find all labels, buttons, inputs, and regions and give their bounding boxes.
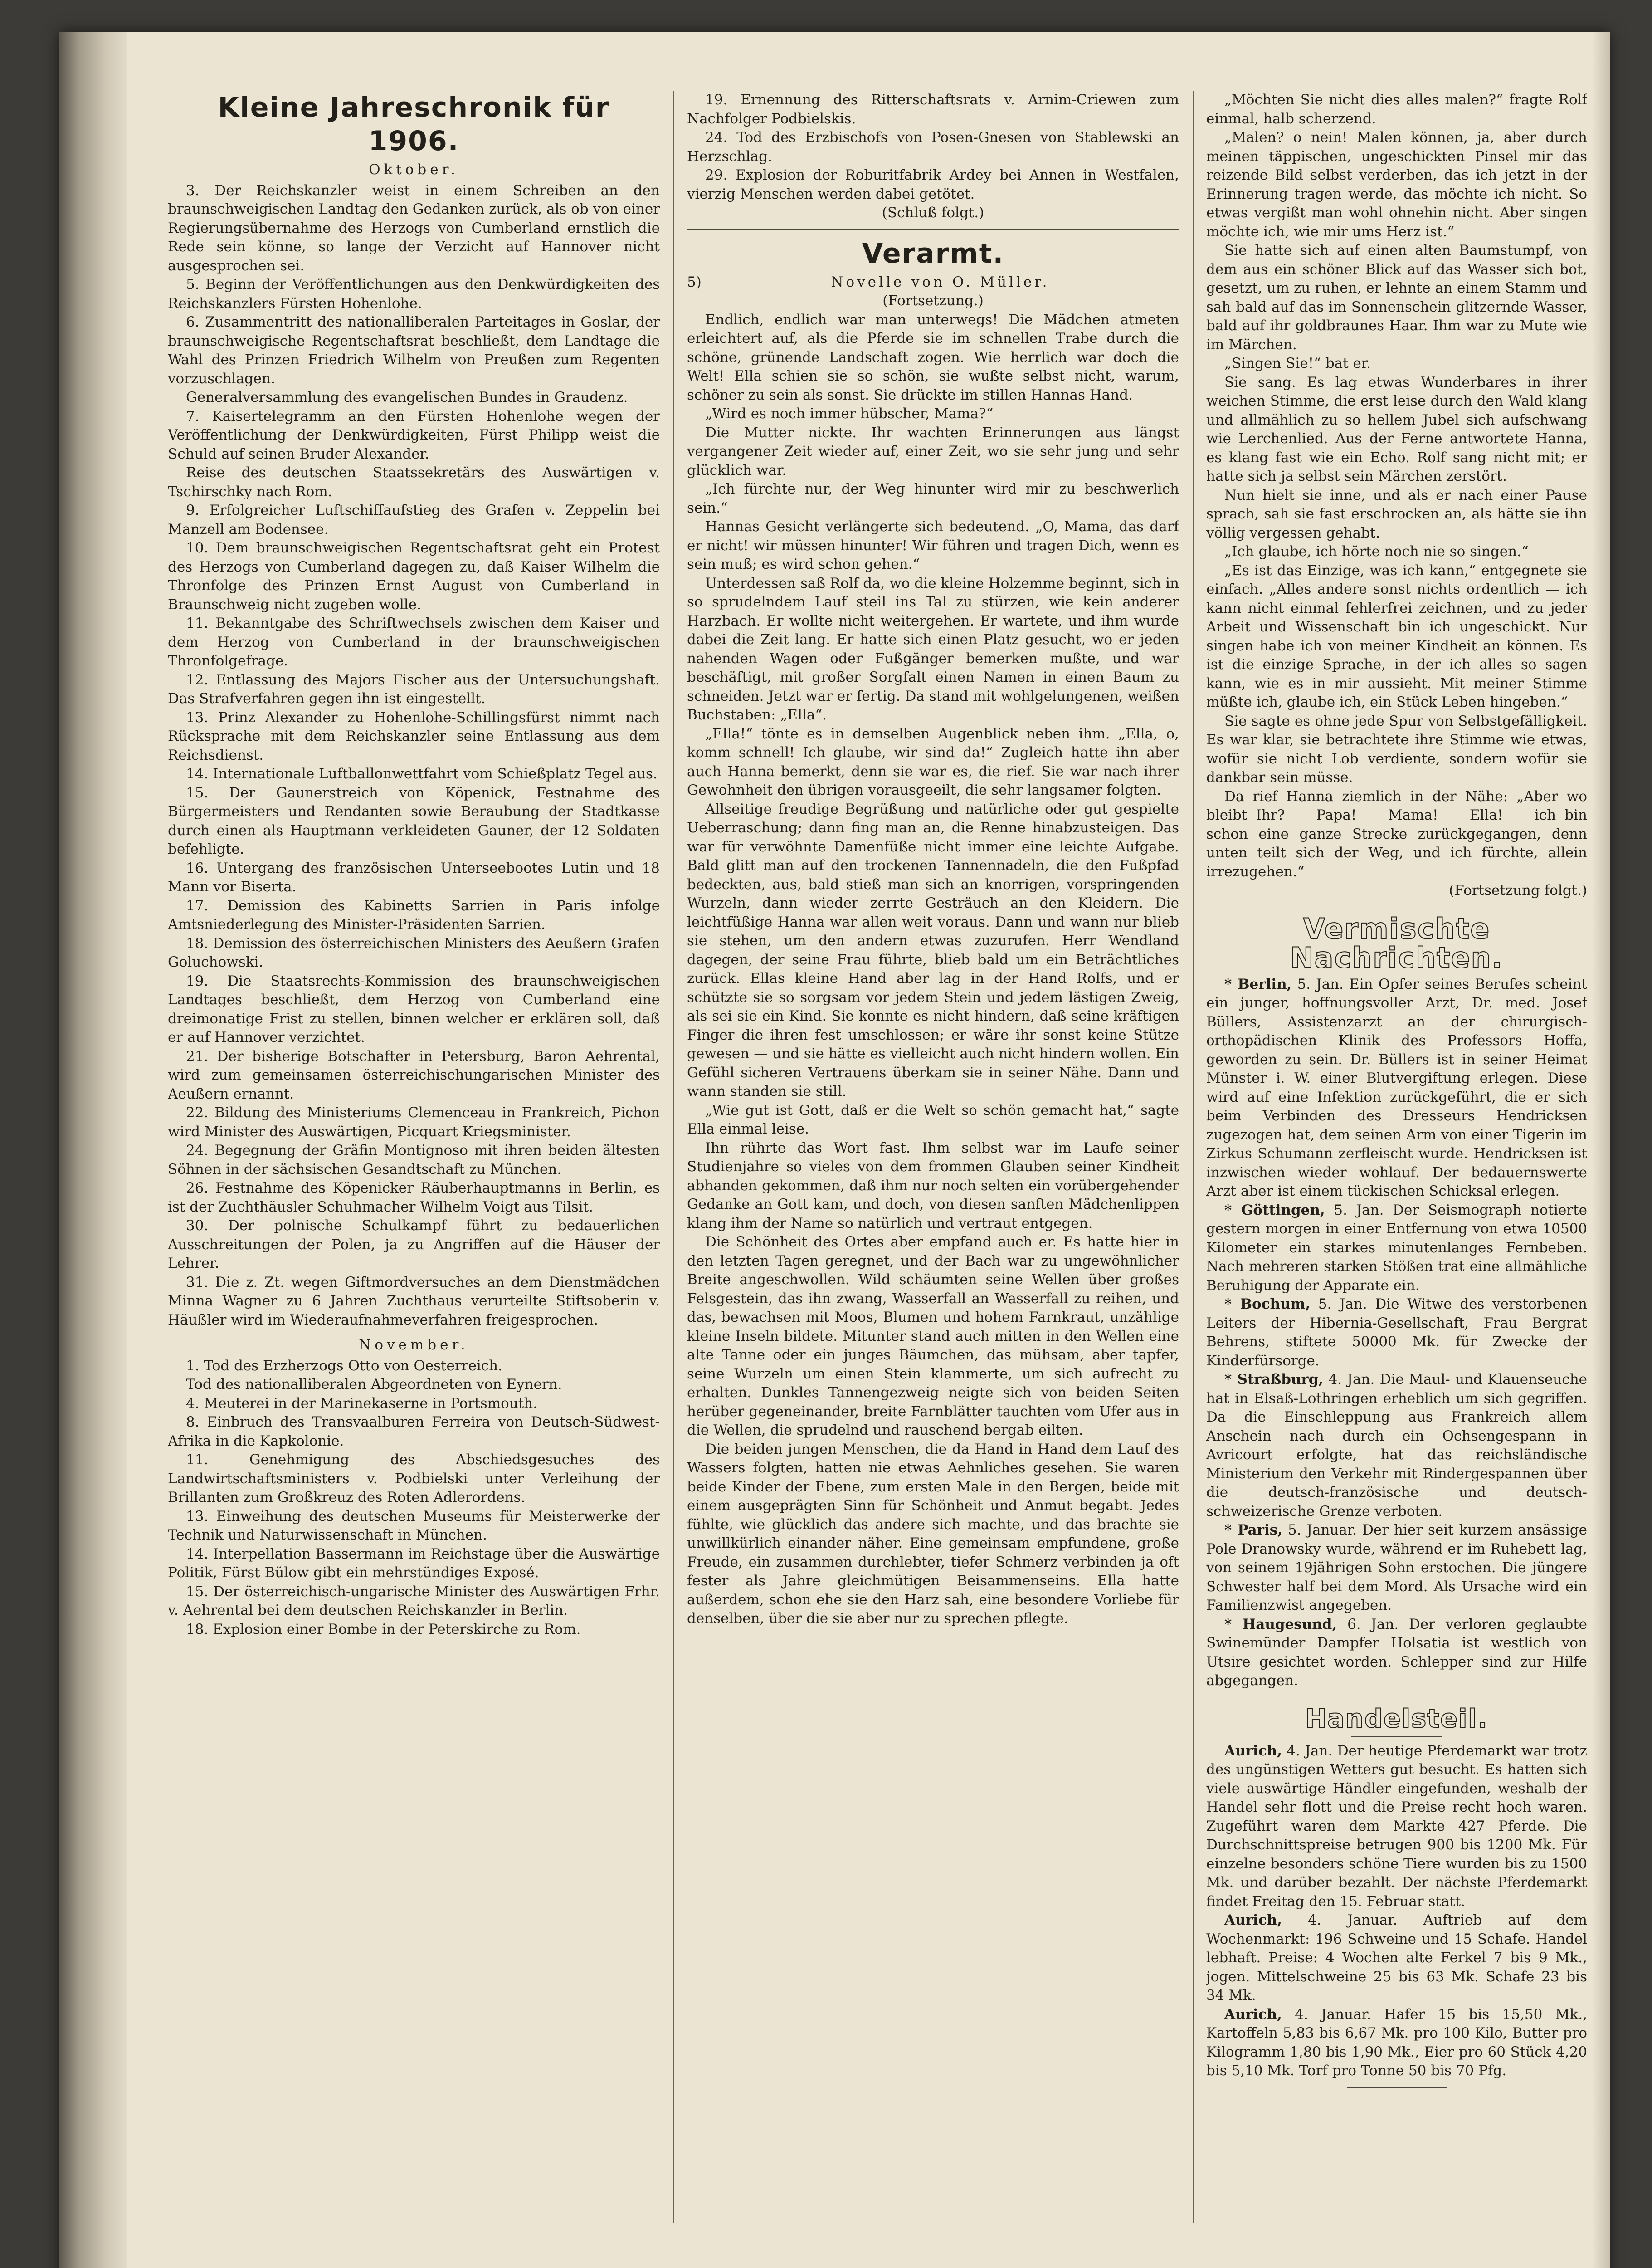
- news-text: 5. Jan. Die Witwe des verstorbenen Leiters der Hibernia-Gesellschaft, Frau Bergrat Behrens, stiftete 50000 Mk. für Zwecke der Kinderfürsorge.: [1206, 1296, 1587, 1369]
- chronik-entry: 9. Erfolgreicher Luftschiffaufstieg des Grafen v. Zeppelin bei Manzell am Bodensee.: [168, 502, 660, 538]
- dateline: * Berlin,: [1224, 976, 1292, 992]
- chronik-entry: 1. Tod des Erzherzogs Otto von Oesterreich.: [186, 1357, 502, 1374]
- chronik-entry: 14. Internationale Luftballonwettfahrt vom Schießplatz Tegel aus.: [186, 766, 658, 782]
- chronik-entry: 12. Entlassung des Majors Fischer aus der Untersuchungshaft. Das Strafverfahren gegen ihn ist eingestellt.: [168, 671, 660, 707]
- end-rule: [1347, 2087, 1447, 2088]
- novel-number: 5): [687, 274, 702, 290]
- chronik-entry: 8. Einbruch des Transvaalburen Ferreira von Deutsch-Südwest-Afrika in die Kapkolonie.: [168, 1414, 660, 1449]
- dateline: Aurich,: [1224, 1912, 1282, 1928]
- market-report: [1206, 1911, 1587, 2005]
- chronik-title: Kleine Jahreschronik für 1906.: [218, 92, 610, 157]
- novel-paragraph: „Wie gut ist Gott, daß er die Welt so schön gemacht hat,“ sagte Ella einmal leise.: [687, 1102, 1179, 1137]
- chronik-entry: Reise des deutschen Staatssekretärs des Auswärtigen v. Tschirschky nach Rom.: [168, 464, 660, 500]
- news-text: 5. Jan. Der Seismograph notierte gestern morgen in einer Entfernung von etwa 10500 Kilometer ein starkes minutenlanges Fernbeben. Nach mehreren starken Stößen trat eine allmähliche Beruhigung der Apparate ein.: [1206, 1202, 1587, 1294]
- vermischte-title: Vermischte Nachrichten.: [1290, 912, 1504, 974]
- chronik-entry: 7. Kaisertelegramm an den Fürsten Hohenlohe wegen der Veröffentlichung der Denkwürdigkeiten, Fürst Philipp weist die Schuld auf seinen Bruder Alexander.: [168, 408, 660, 462]
- novel-byline: Novelle von O. Müller.: [831, 274, 1050, 290]
- news-item: [1206, 1521, 1587, 1615]
- section-divider: [687, 229, 1179, 230]
- news-text: 6. Jan. Der verloren geglaubte Swinemünder Dampfer Holsatia ist westlich von Utsire gesichtet worden. Schlepper sind zur Hilfe abgegangen.: [1206, 1616, 1587, 1689]
- chronik-entry: 11. Bekanntgabe des Schriftwechsels zwischen dem Kaiser und dem Herzog von Cumberland in der braunschweigischen Thronfolgefrage.: [168, 615, 660, 669]
- chronik-entry: 13. Einweihung des deutschen Museums für Meisterwerke der Technik und Naturwissenschaft in München.: [168, 1508, 660, 1543]
- news-text: 5. Jan. Ein Opfer seines Berufes scheint ein junger, hoffnungsvoller Arzt, Dr. med. Josef Büllers, Assistenzarzt an der chirurgisch-orthopädischen Klinik des Professors Hoffa, geworden zu sein. Dr. Büllers ist in seiner Heimat Münster i. W. einer Blutvergiftung erlegen. Diese wird auf eine Infektion zurückgeführt, die er sich beim Verbinden des Dresseurs Hendricksen zugezogen hat, dem seinen Arm von einer Tigerin im Zirkus Schumann zerfleischt wurde. Hendricksen ist inzwischen wieder wohlauf. Der bedauernswerte Arzt aber ist einem tückischen Schicksal erlegen.: [1206, 976, 1587, 1199]
- dateline: * Straßburg,: [1224, 1371, 1324, 1388]
- chronik-entry: 15. Der Gaunerstreich von Köpenick, Festnahme des Bürgermeisters und Rendanten sowie Beraubung der Stadtkasse durch einen als Hauptmann verkleideten Gauner, der 12 Soldaten befehligte.: [168, 784, 660, 857]
- column-2: [687, 91, 1179, 2223]
- column-3: [1206, 91, 1587, 2223]
- chronik-entry: 31. Die z. Zt. wegen Giftmordversuches an dem Dienstmädchen Minna Wagner zu 6 Jahren Zuchthaus verurteilte Stiftsoberin v. Häußler wird im Wiederaufnahmeverfahren freigesprochen.: [168, 1274, 660, 1328]
- chronik-entry: 15. Der österreichisch-ungarische Minister des Auswärtigen Frhr. v. Aehrental bei dem deutschen Reichskanzler in Berlin.: [168, 1583, 660, 1618]
- dateline: * Haugesund,: [1224, 1616, 1337, 1633]
- chronik-entry: 17. Demission des Kabinetts Sarrien in Paris infolge Amtsniederlegung des Minister-Präsidenten Sarrien.: [168, 897, 660, 933]
- news-item: [1206, 1295, 1587, 1370]
- chronik-continuation-list: [687, 91, 1179, 204]
- news-text: 4. Januar. Auftrieb auf dem Wochenmarkt: 196 Schweine und 15 Schafe. Handel lebhaft. Preise: 4 Wochen alte Ferkel 7 bis 9 Mk., jogen. Mittelschweine 25 bis 63 Mk. Schafe 23 bis 34 Mk.: [1206, 1912, 1587, 2004]
- chronik-entry: 21. Der bisherige Botschafter in Petersburg, Baron Aehrental, wird zum gemeinsamen österreichischungarischen Minister des Aeußern ernannt.: [168, 1048, 660, 1102]
- novel-paragraph: „Wird es noch immer hübscher, Mama?“: [705, 406, 994, 422]
- dateline: Aurich,: [1224, 2006, 1282, 2023]
- novel-paragraph: Die Mutter nickte. Ihr wachten Erinnerungen aus längst vergangener Zeit wieder auf, einer Zeit, wo sie sehr jung und sehr glücklich war.: [687, 424, 1179, 479]
- novel-text: [687, 311, 1179, 1628]
- title-underline: [1351, 1736, 1442, 1737]
- novel-continued-note: (Fortsetzung folgt.): [1449, 882, 1587, 899]
- column-rule: [673, 91, 674, 2223]
- news-item: [1206, 1201, 1587, 1295]
- chronik-entry: 10. Dem braunschweigischen Regentschaftsrat geht ein Protest des Herzogs von Cumberland dagegen zu, daß Kaiser Wilhelm die Thronfolge des Prinzen Ernst August von Cumberland in Braunschweig nicht zugeben wolle.: [168, 540, 660, 613]
- chronik-entry: 19. Die Staatsrechts-Kommission des braunschweigischen Landtages beschließt, dem Herzog von Cumberland eine dreimonatige Frist zu stellen, binnen welcher er erklären soll, daß er auf Hannover verzichtet.: [168, 973, 660, 1046]
- novel-paragraph: „Ich glaube, ich hörte noch nie so singen.“: [1224, 543, 1529, 560]
- market-report: [1206, 1742, 1587, 1911]
- newspaper-page: [59, 32, 1610, 2268]
- dateline: Aurich,: [1224, 1742, 1282, 1759]
- chronik-entry: 4. Meuterei in der Marinekaserne in Portsmouth.: [186, 1395, 538, 1412]
- chronik-entry: 24. Begegnung der Gräfin Montignoso mit ihren beiden ältesten Söhnen in der sächsischen Gesandtschaft zu München.: [168, 1142, 660, 1178]
- novel-paragraph: „Möchten Sie nicht dies alles malen?“ fragte Rolf einmal, halb scherzend.: [1206, 92, 1587, 127]
- chronik-entry: 24. Tod des Erzbischofs von Posen-Gnesen von Stablewski an Herzschlag.: [687, 129, 1179, 165]
- news-item: [1206, 1615, 1587, 1691]
- chronik-entry: 13. Prinz Alexander zu Hohenlohe-Schillingsfürst nimmt nach Rücksprache mit dem Reichskanzler seine Entlassung aus dem Reichsdienst.: [168, 709, 660, 763]
- chronik-entry: 16. Untergang des französischen Unterseebootes Lutin und 18 Mann vor Biserta.: [168, 860, 660, 895]
- novel-paragraph: Hannas Gesicht verlängerte sich bedeutend. „O, Mama, das darf er nicht! wir müssen hinunter! Wir führen und tragen Dich, wenn es sein muß; es wird schon gehen.“: [687, 518, 1179, 572]
- news-text: 4. Jan. Der heutige Pferdemarkt war trotz des ungünstigen Wetters gut besucht. Es hatten sich viele auswärtige Händler eingefunden, weshalb der Handel sehr flott und die Preise recht hoch waren. Zugeführt waren dem Markte 427 Pferde. Die Durchschnittspreise betrugen 900 bis 1200 Mk. Für einzelne besonders schöne Tiere wurden bis zu 1500 Mk. und darüber bezahlt. Der nächste Pferdemarkt findet Freitag den 15. Februar statt.: [1206, 1742, 1587, 1910]
- news-text: 5. Januar. Der hier seit kurzem ansässige Pole Dranowsky wurde, während er im Ruhebett lag, von seinem 19jährigen Sohn erstochen. Die jüngere Schwester half bei dem Mord. Als Ursache wird ein Familienzwist angegeben.: [1206, 1522, 1587, 1613]
- news-text: 4. Jan. Die Maul- und Klauenseuche hat in Elsaß-Lothringen erheblich um sich gegriffen. Da die Einschleppung aus Frankreich allem Anschein nach durch ein Ochsengespann in Avricourt erfolgte, hat das reichsländische Ministerium den Verkehr mit Rindergespannen über die deutsch-französische und deutsch-schweizerische Grenze verboten.: [1206, 1371, 1587, 1520]
- chronik-entry: 14. Interpellation Bassermann im Reichstage über die Auswärtige Politik, Fürst Bülow gibt ein mehrstündiges Exposé.: [168, 1545, 660, 1581]
- chronik-entry: Generalversammlung des evangelischen Bundes in Graudenz.: [186, 389, 628, 406]
- dateline: * Paris,: [1224, 1522, 1283, 1538]
- novel-text-continued: [1206, 91, 1587, 881]
- news-item: [1206, 975, 1587, 1201]
- novel-continuation-note: (Fortsetzung.): [882, 293, 984, 309]
- chronik-entry: 5. Beginn der Veröffentlichungen aus den Denkwürdigkeiten des Reichskanzlers Fürsten Hohenlohe.: [168, 276, 660, 312]
- novel-paragraph: Allseitige freudige Begrüßung und natürliche oder gut gespielte Ueberraschung; dann fing man an, die Renne hinabzusteigen. Das war für verwöhnte Damenfüße nicht immer eine leichte Aufgabe. Bald glitt man auf den trockenen Tannennadeln, die den Fußpfad bedeckten, aus, bald stieß man sich an knorrigen, vorspringenden Wurzeln, dann wieder zerrte Gesträuch an den Kleidern. Die leichtfüßige Hanna war allen weit voraus. Dann und wann nur blieb sie stehen, um den andern etwas zuzurufen. Herr Wendland dagegen, der seine Frau führte, blieb bald um ein Beträchtliches zurück. Ellas kleine Hand aber lag in der Hand Rolfs, und er schützte sie so sorgsam vor jedem Stein und jedem lästigen Zweig, als sei sie ein Kind. Sie konnte es nicht hindern, daß seine kräftigen Finger die ihren fest umschlossen; er wäre ihr sonst keine Stütze gewesen — und sie hätte es vielleicht auch nicht hindern wollen. Ein Gefühl sicheren Vertrauens überkam sie in seiner Nähe. Dann und wann standen sie still.: [687, 801, 1179, 1100]
- dateline: * Göttingen,: [1224, 1202, 1325, 1218]
- chronik-entry: Tod des nationalliberalen Abgeordneten von Eynern.: [186, 1376, 562, 1393]
- column-1: [168, 91, 660, 2223]
- chronik-entry: 26. Festnahme des Köpenicker Räuberhauptmanns in Berlin, es ist der Zuchthäusler Schuhmacher Wilhelm Voigt aus Tilsit.: [168, 1180, 660, 1215]
- dateline: * Bochum,: [1224, 1296, 1311, 1312]
- novel-byline-row: [687, 273, 1179, 292]
- novel-title: Verarmt.: [862, 237, 1004, 269]
- novel-paragraph: Die beiden jungen Menschen, die da Hand in Hand dem Lauf des Wassers folgten, hatten nie etwas Aehnliches gesehen. Sie waren beide Kinder der Ebene, zum ersten Male in den Bergen, beide mit einem ausgeprägten Sinn für Schönheit und Anmut begabt. Jedes fühlte, wie glücklich das andere sich machte, und das brachte sie unwillkürlich einander näher. Eine gemeinsam empfundene, große Freude, ein zusammen durchlebter, tiefer Schmerz verbinden ja oft fester als Jahre gleichmütigen Beisammenseins. Ella hatte außerdem, schon ehe sie den Harz sah, eine besondere Vorliebe für denselben, über die sie aber nur zu sprechen pflegte.: [687, 1441, 1179, 1627]
- oktober-list: [168, 181, 660, 1330]
- november-list: [168, 1357, 660, 1639]
- news-item: [1206, 1370, 1587, 1521]
- novel-paragraph: Nun hielt sie inne, und als er nach einer Pause sprach, sah sie fast erschrocken an, als hätte sie ihn völlig vergessen gehabt.: [1206, 487, 1587, 541]
- chronik-entry: 22. Bildung des Ministeriums Clemenceau in Frankreich, Pichon wird Minister des Auswärtigen, Picquart Kriegsminister.: [168, 1105, 660, 1140]
- market-report: [1206, 2005, 1587, 2081]
- chronik-entry: 18. Demission des österreichischen Ministers des Aeußern Grafen Goluchowski.: [168, 935, 660, 970]
- chronik-entry: 3. Der Reichskanzler weist in einem Schreiben an den braunschweigischen Landtag den Gedanken zurück, als ob von einer Regierungsübernahme des Herzogs von Cumberland ernstlich die Rede sein könne, so lange der Verzicht auf Hannover nicht ausgesprochen sei.: [168, 182, 660, 274]
- novel-paragraph: Endlich, endlich war man unterwegs! Die Mädchen atmeten erleichtert auf, als die Pferde sie im schnellen Trabe durch die schöne, grünende Landschaft zogen. Wie herrlich war doch die Welt! Ella schien sie so schön, sie wußte selbst nicht, warum, schöner zu sein als sonst. Sie drückte im stillen Hannas Hand.: [687, 311, 1179, 403]
- section-divider: [1206, 907, 1587, 908]
- news-text: 4. Januar. Hafer 15 bis 15,50 Mk., Kartoffeln 5,83 bis 6,67 Mk. pro 100 Kilo, Butter pro Kilogramm 1,80 bis 1,90 Mk., Eier pro 60 Stück 4,20 bis 5,10 Mk. Torf pro Tonne 50 bis 70 Pfg.: [1206, 2006, 1587, 2079]
- month-heading-november: November.: [359, 1337, 469, 1353]
- novel-paragraph: Sie sagte es ohne jede Spur von Selbstgefälligkeit. Es war klar, sie betrachtete ihre Stimme wie etwas, wofür sie nicht Lob verdiente, sondern wofür sie dankbar sein müsse.: [1206, 713, 1587, 786]
- section-divider: [1206, 1697, 1587, 1698]
- novel-paragraph: Unterdessen saß Rolf da, wo die kleine Holzemme beginnt, sich in so sprudelndem Lauf steil ins Tal zu stürzen, wie kein anderer Harzbach. Er wollte nicht weitergehen. Er wartete, und ihm wurde dabei die Zeit lang. Er hatte sich einen Platz gesucht, wo er jeden nahenden Wagen oder Fußgänger bemerken mußte, und war beschäftigt, mit großer Sorgfalt einen Namen in einen Baum zu schneiden. Jetzt war er fertig. Da stand mit wohlgelungenen, weißen Buchstaben: „Ella“.: [687, 575, 1179, 723]
- novel-paragraph: Da rief Hanna ziemlich in der Nähe: „Aber wo bleibt Ihr? — Papa! — Mama! — Ella! — ich bin schon eine ganze Strecke zurückgegangen, denn unten teilt sich der Weg, und ich fürchte, allein irrezugehen.“: [1206, 788, 1587, 880]
- chronik-entry: 29. Explosion der Roburitfabrik Ardey bei Annen in Westfalen, vierzig Menschen werden dabei getötet.: [687, 167, 1179, 202]
- page-edge: [1592, 32, 1610, 2268]
- chronik-entry: 6. Zusammentritt des nationalliberalen Parteitages in Goslar, der braunschweigische Regentschaftsrat beschließt, dem Landtage die Wahl des Prinzen Friedrich Wilhelm von Preußen zum Regenten vorzuschlagen.: [168, 314, 660, 387]
- novel-paragraph: Sie sang. Es lag etwas Wunderbares in ihrer weichen Stimme, die erst leise durch den Wald klang und allmählich zu so hellem Jubel sich aufschwang wie Lerchenlied. Aus der Ferne antwortete Hanna, es klang fast wie ein Echo. Rolf sang nicht mit; er hatte sich ja selbst sein Märchen zerstört.: [1206, 374, 1587, 484]
- novel-paragraph: „Singen Sie!“ bat er.: [1224, 355, 1371, 371]
- novel-paragraph: Ihn rührte das Wort fast. Ihm selbst war im Laufe seiner Studienjahre so vieles von dem frommen Glauben seiner Kindheit abhanden gekommen, daß ihm nur noch selten ein vorübergehender Gedanke an Gott kam, und doch, von diesen sanften Mädchenlippen klang ihm der Name so natürlich und vertraut entgegen.: [687, 1139, 1179, 1232]
- novel-paragraph: Die Schönheit des Ortes aber empfand auch er. Es hatte hier in den letzten Tagen geregnet, und der Bach war zu ungewöhnlicher Breite angeschwollen. Wild schäumten seine Wellen über großes Felsgestein, das ihn zwang, Wasserfall an Wasserfall zu reihen, und das, bewachsen mit Moos, Blumen und hohem Farnkraut, unzählige kleine Inseln bildete. Mitunter stand auch mitten in den Wellen eine alte Tanne oder ein junges Bäumchen, das mühsam, aber tapfer, seine Wurzeln um einen Stein klammerte, um sich aufrecht zu erhalten. Dunkles Tannengezweig neigte sich von beiden Seiten herüber gegeneinander, breite Farnblätter tauchten vom Ufer aus in die Wellen, die sprudelnd und rauschend bergab eilten.: [687, 1234, 1179, 1438]
- chronik-entry: 11. Genehmigung des Abschiedsgesuches des Landwirtschaftsministers v. Podbielski unter Verleihung der Brillanten zum Großkreuz des Roten Adlerordens.: [168, 1452, 660, 1505]
- chronik-entry: 18. Explosion einer Bombe in der Peterskirche zu Rom.: [186, 1621, 581, 1637]
- novel-paragraph: „Ich fürchte nur, der Weg hinunter wird mir zu beschwerlich sein.“: [687, 481, 1179, 516]
- novel-paragraph: Sie hatte sich auf einen alten Baumstumpf, von dem aus ein schöner Blick auf das Wasser sich bot, gesetzt, um zu ruhen, er lehnte an einem Stamm und sah bald auf das im Sonnenschein glitzernde Wasser, bald auf ihr goldbraunes Haar. Ihm war zu Mute wie im Märchen.: [1206, 242, 1587, 353]
- chronik-entry: 19. Ernennung des Ritterschaftsrats v. Arnim-Criewen zum Nachfolger Podbielskis.: [687, 92, 1179, 127]
- chronik-continued-note: (Schluß folgt.): [882, 205, 984, 221]
- handel-list: [1206, 1742, 1587, 2081]
- month-heading-oktober: Oktober.: [369, 161, 459, 178]
- vermischte-list: [1206, 975, 1587, 1691]
- book-binding: [59, 32, 127, 2268]
- novel-paragraph: „Ella!“ tönte es in demselben Augenblick neben ihm. „Ella, o, komm schnell! Ich glaube, wir sind da!“ Zugleich hatte ihn aber auch Hanna bemerkt, denn sie war es, die rief. Sie war nach ihrer Gewohnheit den übrigen vorausgeeilt, die sehr langsamer folgten.: [687, 725, 1179, 798]
- handel-title: Handelsteil.: [1305, 1704, 1488, 1734]
- column-rule: [1193, 91, 1194, 2223]
- novel-paragraph: „Es ist das Einzige, was ich kann,“ entgegnete sie einfach. „Alles andere sonst nichts ordentlich — ich kann nicht einmal fehlerfrei zeichnen, und zu jeder Arbeit und Wissenschaft bin ich ungeschickt. Nur singen habe ich von meiner Kindheit an können. Es ist die einzige Sprache, in der ich alles so sagen kann, wie es in mir aussieht. Mit meiner Stimme müßte ich, glaube ich, ein Stück Leben hingeben.“: [1206, 562, 1587, 710]
- novel-paragraph: „Malen? o nein! Malen können, ja, aber durch meinen täppischen, ungeschickten Pinsel mir das reizende Bild selbst verderben, das ich jetzt in der Erinnerung tragen werde, das möchte ich nicht. So etwas vergißt man wohl ohnehin nicht. Aber singen möchte ich, wie mir ums Herz ist.“: [1206, 129, 1587, 240]
- chronik-entry: 30. Der polnische Schulkampf führt zu bedauerlichen Ausschreitungen der Polen, ja zu Angriffen auf die Häuser der Lehrer.: [168, 1217, 660, 1271]
